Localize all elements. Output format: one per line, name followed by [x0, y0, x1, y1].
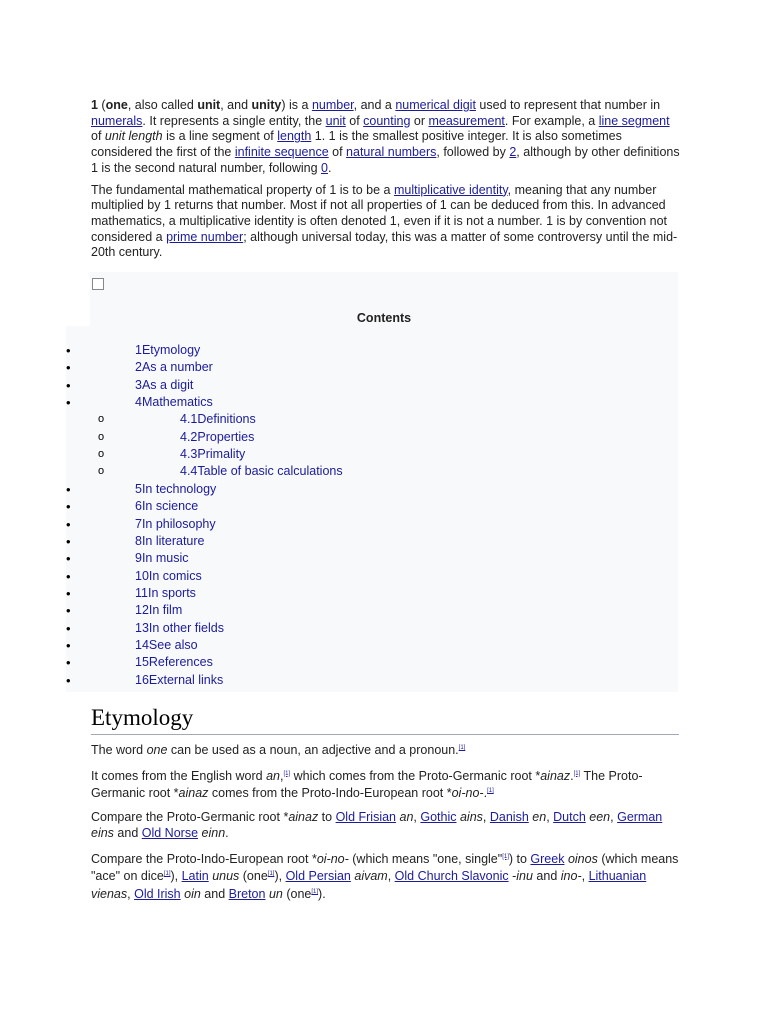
reference-link[interactable]: [1]: [163, 871, 171, 878]
wiki-link[interactable]: counting: [363, 113, 411, 128]
reference-link[interactable]: [1]: [487, 788, 494, 795]
reference-link[interactable]: [1]: [311, 888, 319, 895]
wiki-link[interactable]: German: [617, 810, 663, 825]
italic-term: inu: [516, 869, 533, 884]
italic-term: an: [266, 768, 280, 783]
italic-term: en: [532, 810, 547, 825]
toc-toggle-checkbox[interactable]: [92, 278, 104, 290]
etymology-paragraph-3: Compare the Proto-Germanic root *ainaz to Old Frisian an, Gothic ains, Danish en, Dutch een, German eins and Old Norse einn.: [91, 810, 663, 840]
bullet-icon: •: [66, 516, 71, 532]
bullet-icon: •: [66, 603, 71, 619]
bold-term: one: [105, 98, 128, 112]
toc-item-label[interactable]: 4Mathematics: [135, 395, 213, 410]
toc-item-label[interactable]: 1Etymology: [135, 343, 201, 357]
italic-term: eins: [91, 825, 114, 840]
etymology-heading: Etymology: [91, 704, 679, 735]
wiki-link[interactable]: Old Irish: [134, 886, 181, 901]
wiki-link[interactable]: Greek: [530, 851, 565, 866]
toc-item-label[interactable]: 8In literature: [135, 533, 205, 548]
bold-term: unity: [251, 98, 282, 112]
italic-term: ainaz: [540, 768, 571, 783]
toc-item-label[interactable]: 4.3Primality: [180, 447, 246, 462]
wiki-link[interactable]: Danish: [489, 810, 529, 825]
italic-term: unus: [212, 869, 240, 884]
italic-term: ainaz: [178, 786, 209, 801]
italic-term: oin: [184, 886, 201, 901]
wiki-link[interactable]: natural numbers: [346, 145, 437, 160]
italic-term: ainaz: [288, 810, 319, 825]
bullet-icon: •: [66, 377, 71, 393]
reference-link[interactable]: [1]: [573, 770, 581, 777]
bullet-icon: •: [66, 568, 71, 584]
italic-term: einn: [201, 825, 226, 840]
bullet-icon: •: [66, 672, 71, 688]
wiki-link[interactable]: Old Norse: [141, 825, 199, 840]
bullet-icon: •: [66, 620, 71, 636]
bold-term: unit: [197, 98, 221, 112]
bullet-icon: o: [98, 465, 105, 478]
bullet-icon: •: [66, 585, 71, 601]
wiki-link[interactable]: Old Persian: [285, 869, 351, 884]
toc-item-label[interactable]: 4.2Properties: [180, 429, 255, 444]
etymology-paragraph-4: Compare the Proto-Indo-European root *oi-no- (which means "one, single"[1]) to Greek oinos (which means "ace" on dice[1]), Latin unus (one[1]), Old Persian aivam, Old Church Slavonic -inu and ino-, Lithuanian vienas, Old Irish oin and Breton un (one[1]).: [91, 851, 679, 901]
italic-term: an: [399, 810, 414, 825]
wiki-link[interactable]: infinite sequence: [234, 145, 329, 160]
wiki-link[interactable]: numerical digit: [395, 98, 476, 112]
bullet-icon: o: [98, 430, 105, 443]
italic-term: one: [146, 743, 168, 757]
toc-item-label[interactable]: 13In other fields: [135, 620, 224, 635]
toc-item-label[interactable]: 14See also: [135, 637, 198, 652]
wiki-link[interactable]: multiplicative identity: [393, 182, 508, 197]
intro-paragraph-2: The fundamental mathematical property of 1 is to be a multiplicative identity, meaning that any number multiplied by 1 returns that number. Most if not all properties of 1 can be deduced from this. In advanced mathematics, a multiplicative identity is often denoted 1, even if it is not a number. 1 is by convention not considered a prime number; although universal today, this was a matter of some controversy until the mid-20th century.: [91, 182, 678, 260]
wiki-link[interactable]: 0: [321, 160, 328, 175]
wiki-link[interactable]: number: [311, 98, 354, 112]
etymology-paragraph-2: It comes from the English word an,[1] which comes from the Proto-Germanic root *ainaz.[1] The Proto-Germanic root *ainaz comes from the Proto-Indo-European root *oi-no-.[1]: [91, 768, 643, 801]
bullet-icon: •: [66, 481, 71, 497]
italic-term: un: [268, 886, 283, 901]
italic-term: unit length: [104, 129, 163, 144]
italic-term: oinos: [567, 851, 598, 866]
italic-term: vienas: [91, 886, 128, 901]
toc-item-label[interactable]: 5In technology: [135, 481, 217, 496]
reference-link[interactable]: [1]: [458, 745, 466, 751]
italic-term: oi-no-: [316, 851, 349, 866]
toc-item-label[interactable]: 15References: [135, 655, 213, 670]
wiki-link[interactable]: prime number: [166, 229, 244, 244]
toc-item-label[interactable]: 4.1Definitions: [180, 412, 256, 427]
wiki-link[interactable]: numerals: [91, 113, 143, 128]
toc-item-label[interactable]: 4.4Table of basic calculations: [180, 464, 343, 479]
wiki-link[interactable]: Old Frisian: [335, 810, 397, 825]
toc-item-label[interactable]: 11In sports: [135, 585, 196, 600]
wiki-link[interactable]: unit: [325, 113, 346, 128]
bullet-icon: •: [66, 395, 71, 411]
table-of-contents: [66, 272, 678, 692]
wiki-link[interactable]: Gothic: [420, 810, 457, 825]
italic-term: een: [589, 810, 611, 825]
italic-term: oi-no-: [451, 786, 484, 801]
wiki-link[interactable]: Lithuanian: [588, 869, 647, 884]
wiki-link[interactable]: measurement: [428, 113, 505, 128]
article-intro: [91, 98, 681, 267]
bullet-icon: •: [66, 343, 71, 358]
wiki-link[interactable]: length: [277, 129, 312, 144]
italic-term: aivam: [354, 869, 388, 884]
toc-item-label[interactable]: 9In music: [135, 551, 189, 566]
toc-item-label[interactable]: 6In science: [135, 499, 199, 514]
reference-link[interactable]: [1]: [267, 871, 275, 878]
toc-item-label[interactable]: 3As a digit: [135, 377, 194, 392]
etymology-paragraph-1: The word one can be used as a noun, an adjective and a pronoun.[1]: [91, 743, 466, 757]
bullet-icon: •: [66, 499, 71, 515]
toc-item-label[interactable]: 12In film: [135, 603, 183, 618]
toc-title: Contents: [356, 311, 412, 325]
wiki-link[interactable]: Latin: [181, 869, 209, 884]
bullet-icon: •: [66, 637, 71, 653]
bullet-icon: •: [66, 655, 71, 671]
toc-item-label[interactable]: 10In comics: [135, 568, 202, 583]
etymology-section: [91, 741, 681, 911]
wiki-link[interactable]: line segment: [598, 113, 670, 128]
bold-term: 1: [91, 98, 98, 112]
italic-term: ino-: [560, 869, 582, 884]
bullet-icon: •: [66, 551, 71, 567]
toc-item-label[interactable]: 16External links: [135, 672, 224, 687]
reference-link[interactable]: [1]: [502, 853, 509, 860]
wiki-link[interactable]: 2: [509, 145, 517, 160]
bullet-icon: •: [66, 533, 71, 549]
toc-item-label[interactable]: 2As a number: [135, 360, 213, 375]
intro-paragraph-1: 1 (one, also called unit, and unity) is a number, and a numerical digit used to represent that number in numerals. It represents a single entity, the unit of counting or measurement. For example, a line segment of unit length is a line segment of length 1. 1 is the smallest positive integer. It is also sometimes considered the first of the infinite sequence of natural numbers, followed by 2, although by other definitions 1 is the second natural number, following 0.: [91, 98, 680, 175]
bullet-icon: o: [98, 448, 105, 461]
wiki-link[interactable]: Old Church Slavonic: [394, 869, 509, 884]
wiki-link[interactable]: Breton: [228, 886, 266, 901]
italic-term: ains: [459, 810, 483, 825]
reference-link[interactable]: [1]: [283, 770, 291, 777]
bullet-icon: •: [66, 360, 71, 376]
wiki-link[interactable]: Dutch: [553, 810, 586, 825]
toc-item-label[interactable]: 7In philosophy: [135, 516, 216, 531]
bullet-icon: o: [98, 413, 105, 426]
